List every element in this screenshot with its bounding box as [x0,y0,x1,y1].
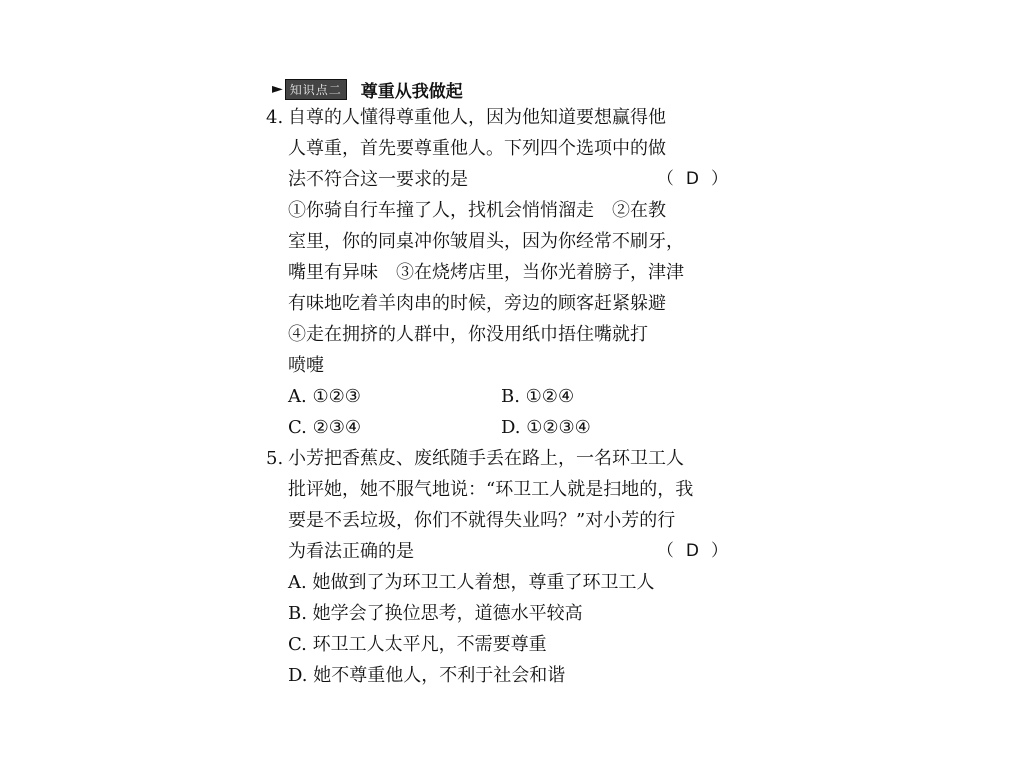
question-4-body-line: 室里，你的同桌冲你皱眉头，因为你经常不刷牙， [288,231,684,252]
answer-close-paren: ） [711,541,728,561]
answer-close-paren: ） [711,169,728,189]
option-a: A. 她做到了为环卫工人着想，尊重了环卫工人 [288,572,655,593]
knowledge-point-badge: 知识点二 [285,79,347,100]
question-4-options-row [266,381,736,412]
question-4-line [266,102,736,133]
question-4-body-line: ①你骑自行车撞了人，找机会悄悄溜走 ②在教 [288,200,666,221]
question-4-body-line: 有味地吃着羊肉串的时候，旁边的顾客赶紧躲避 [288,293,666,314]
option-d: D. ①②③④ [501,417,591,438]
answer-open-paren: （ [656,541,674,561]
section-heading [272,76,736,102]
question-4-answer [657,164,736,195]
answer-letter: D [685,541,699,561]
question-5-line [266,443,736,474]
play-triangle-icon: ► [272,81,283,97]
question-4-body-line: 嘴里有异味 ③在烧烤店里，当你光着膀子，津津 [288,262,684,283]
option-c: C. ②③④ [288,417,361,438]
question-5-stem-line: 小芳把香蕉皮、废纸随手丢在路上，一名环卫工人 [288,448,684,469]
question-5-stem-line: 要是不丢垃圾，你们不就得失业吗？”对小芳的行 [288,510,676,531]
question-4-number: 4. [266,107,284,128]
worksheet-page [266,76,736,691]
question-5 [266,443,736,691]
question-4-body-line: 喷嚏 [288,355,324,376]
option-b: B. ①②④ [501,386,575,407]
question-5-number: 5. [266,448,284,469]
answer-open-paren: （ [656,169,674,189]
question-4-body-line: ④走在拥挤的人群中，你没用纸巾捂住嘴就打 [288,324,648,345]
section-title: 尊重从我做起 [360,81,463,102]
question-4-stem-last [266,164,736,195]
question-5-stem-line: 批评她，她不服气地说：“环卫工人就是扫地的，我 [288,479,694,500]
question-4-options-row [266,412,736,443]
question-4 [266,102,736,443]
option-b: B. 她学会了换位思考，道德水平较高 [288,603,583,624]
question-5-stem-end: 为看法正确的是 [288,541,414,562]
option-c: C. 环卫工人太平凡，不需要尊重 [288,634,547,655]
question-4-stem-line: 人尊重，首先要尊重他人。下列四个选项中的做 [288,138,666,159]
question-5-answer [657,536,736,567]
question-4-stem-line: 自尊的人懂得尊重他人，因为他知道要想赢得他 [288,107,666,128]
option-a: A. ①②③ [288,386,361,407]
option-d: D. 她不尊重他人，不利于社会和谐 [288,665,566,686]
answer-letter: D [685,169,699,189]
question-4-stem-end: 法不符合这一要求的是 [288,169,468,190]
question-5-stem-last [266,536,736,567]
